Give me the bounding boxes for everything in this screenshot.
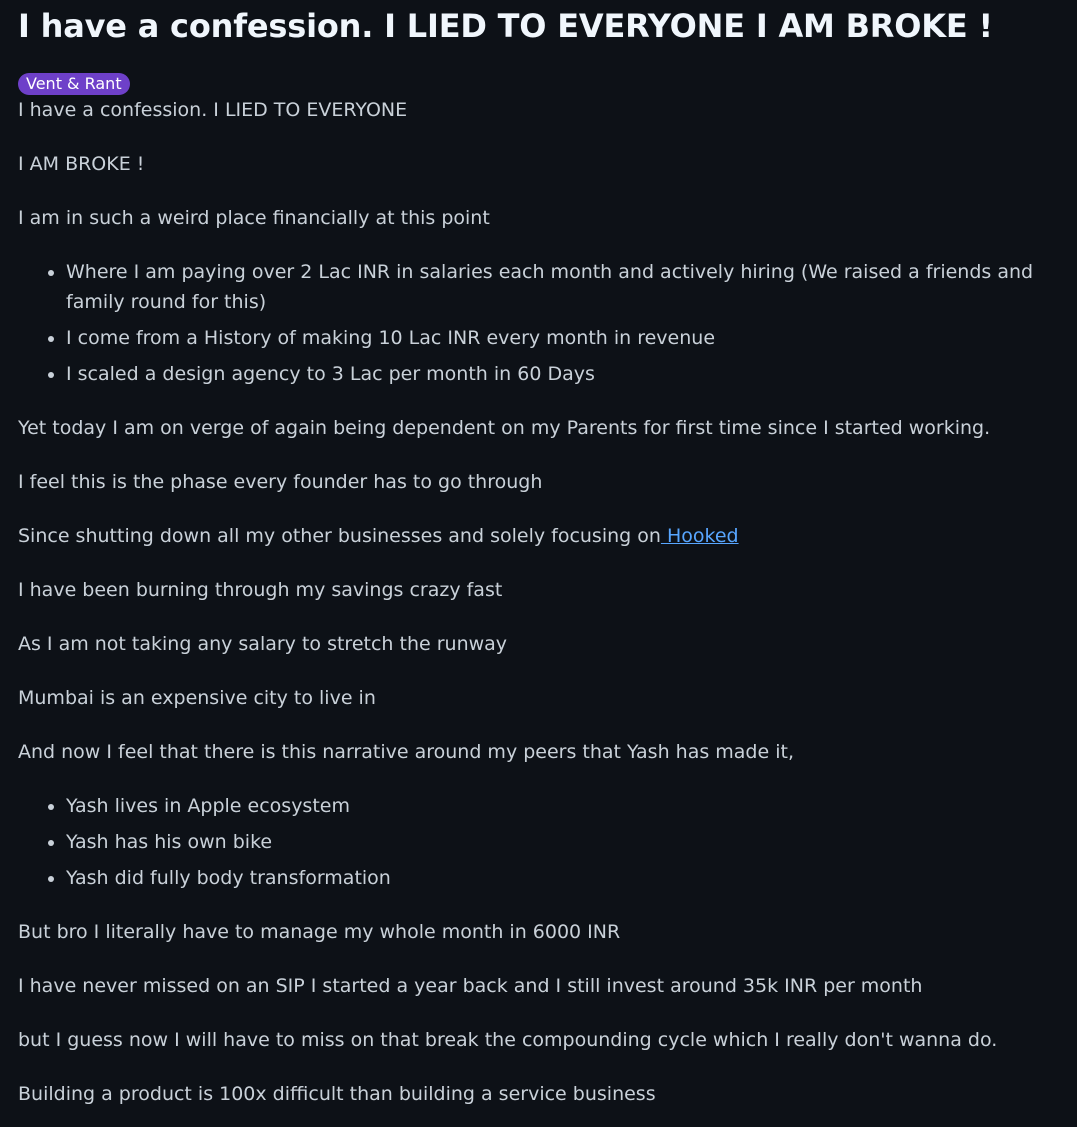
paragraph: As I am not taking any salary to stretch the runway (18, 633, 508, 655)
category-tag[interactable]: Vent & Rant (18, 73, 130, 95)
paragraph: But bro I literally have to manage my whole month in 6000 INR (18, 921, 621, 943)
list-item: • Yash did fully body transformation (66, 863, 1059, 893)
paragraph: but I guess now I will have to miss on that break the compounding cycle which I really don't wanna do. (18, 1029, 998, 1051)
paragraph: And now I feel that there is this narrative around my peers that Yash has made it, (18, 741, 794, 763)
hooked-link[interactable]: Hooked (660, 525, 739, 547)
list-item: • Yash has his own bike (66, 827, 1059, 857)
paragraph: I AM BROKE ! (18, 153, 145, 175)
paragraph: I am in such a weird place financially at this point (18, 207, 490, 229)
paragraph: Building a product is 100x difficult than building a service business (18, 1083, 656, 1105)
paragraph: I have been burning through my savings crazy fast (18, 579, 503, 601)
paragraph: I have never missed on an SIP I started a year back and I still invest around 35k INR per month (18, 975, 923, 997)
bullet-list (18, 791, 1059, 893)
paragraph: Yet today I am on verge of again being dependent on my Parents for first time since I started working. (18, 417, 991, 439)
post-body (18, 95, 1059, 1109)
paragraph: Mumbai is an expensive city to live in (18, 687, 376, 709)
list-item: • Where I am paying over 2 Lac INR in salaries each month and actively hiring (We raised a friends and family round for this) (66, 257, 1059, 317)
paragraph (18, 521, 1059, 551)
paragraph: I have a confession. I LIED TO EVERYONE (18, 99, 408, 121)
bullet-list (18, 257, 1059, 389)
list-item: • I come from a History of making 10 Lac INR every month in revenue (66, 323, 1059, 353)
paragraph: I feel this is the phase every founder has to go through (18, 471, 543, 493)
paragraph-text: Since shutting down all my other businesses and solely focusing on (18, 525, 661, 547)
list-item: • I scaled a design agency to 3 Lac per month in 60 Days (66, 359, 1059, 389)
post-title: I have a confession. I LIED TO EVERYONE I AM BROKE ! (18, 7, 993, 45)
list-item: • Yash lives in Apple ecosystem (66, 791, 1059, 821)
